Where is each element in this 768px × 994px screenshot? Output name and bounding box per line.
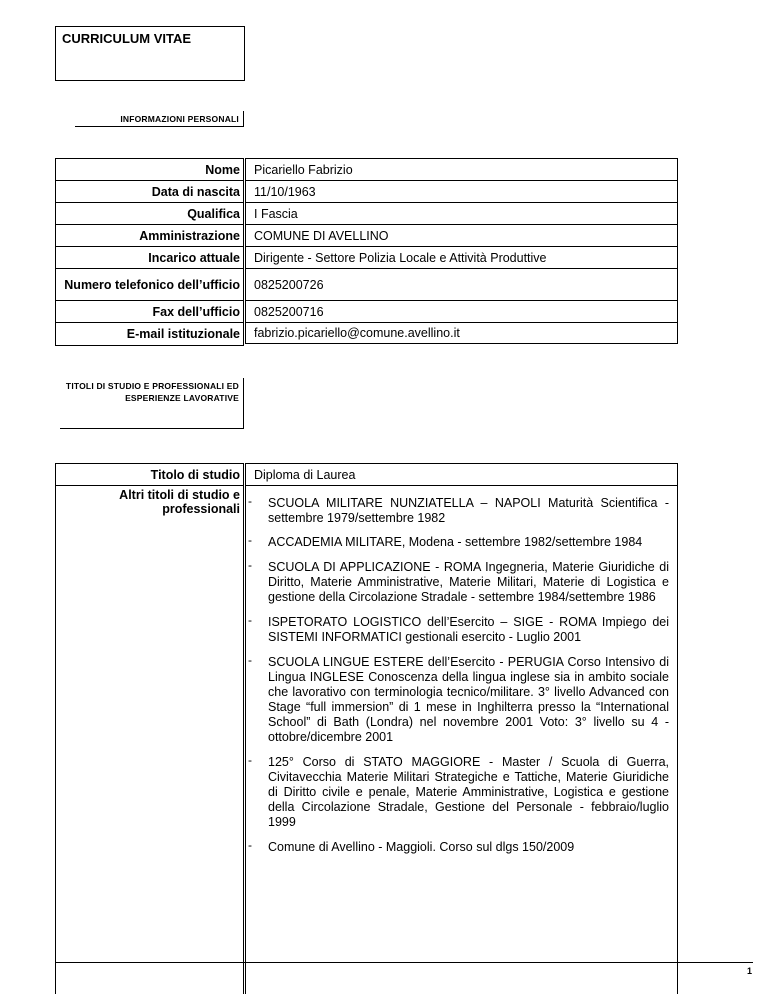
label-data-nascita: Data di nascita	[56, 181, 243, 203]
dash-marker: -	[248, 558, 252, 572]
value-qualifica: I Fascia	[245, 202, 678, 224]
dash-marker: -	[248, 838, 252, 852]
dash-marker: -	[248, 653, 252, 667]
entry-text: SCUOLA LINGUE ESTERE dell’Esercito - PERUGIA Corso Intensivo di Lingua INGLESE Conoscenza della lingua inglese sia in ambito sociale che lavorativo con terminologia tecnico/militare. 3° livello Advanced con Stage “full immersion” di 1 mese in Inghilterra presso la “International School” di Bath (Londra) nel novembre 2001 Voto: 3° livello su 4 - ottobre/dicembre 2001	[268, 655, 669, 744]
section-heading-titles: TITOLI DI STUDIO E PROFESSIONALI ED ESPERIENZE LAVORATIVE	[60, 378, 244, 429]
label-fax: Fax dell’ufficio	[56, 301, 243, 323]
titles-labels	[55, 463, 244, 994]
dash-marker: -	[248, 753, 252, 767]
label-qualifica: Qualifica	[56, 203, 243, 225]
entry-text: Comune di Avellino - Maggioli. Corso sul dlgs 150/2009	[268, 840, 575, 854]
list-item	[248, 838, 669, 855]
label-email: E-mail istituzionale	[126, 327, 240, 341]
entry-text: SCUOLA DI APPLICAZIONE - ROMA Ingegneria, Materie Giuridiche di Diritto, Materie Amministrative, Materie Militari, Materie di Logistica e gestione della Circolazione Stradale - settembre 1984/settembre 1986	[268, 560, 669, 604]
label-telefono: Numero telefonico dell’ufficio	[56, 269, 243, 301]
personal-labels	[55, 158, 244, 346]
value-amministrazione: COMUNE DI AVELLINO	[245, 224, 678, 246]
label-altri-titoli: Altri titoli di studio e professionali	[119, 488, 240, 516]
personal-values	[245, 158, 678, 344]
label-nome: Nome	[56, 159, 243, 181]
label-titolo-studio: Titolo di studio	[56, 464, 243, 486]
value-titolo-studio: Diploma di Laurea	[246, 464, 677, 486]
entry-text: ACCADEMIA MILITARE, Modena - settembre 1982/settembre 1984	[268, 535, 643, 549]
entry-text: ISPETORATO LOGISTICO dell’Esercito – SIGE - ROMA Impiego dei SISTEMI INFORMATICI gestionali esercito - Luglio 2001	[268, 615, 669, 644]
value-nome: Picariello Fabrizio	[245, 158, 678, 180]
entry-text: SCUOLA MILITARE NUNZIATELLA – NAPOLI Maturità Scientifica - settembre 1979/settembre 1982	[268, 496, 669, 525]
list-item	[248, 494, 669, 526]
list-item	[248, 613, 669, 645]
label-incarico: Incarico attuale	[56, 247, 243, 269]
entry-text: 125° Corso di STATO MAGGIORE - Master / Scuola di Guerra, Civitavecchia Materie Militari Strategiche e Tattiche, Materie Giuridiche di Diritto civile e penale, Materie Amministrative, Logistica e gestione della Circolazione Stradale, Gestione del Personale - febbraio/luglio 1999	[268, 755, 669, 829]
page-number: 1	[746, 966, 752, 976]
label-amministrazione: Amministrazione	[56, 225, 243, 247]
list-item	[248, 558, 669, 605]
dash-marker: -	[248, 613, 252, 627]
cv-title: CURRICULUM VITAE	[55, 26, 245, 81]
list-item	[248, 533, 669, 550]
value-incarico: Dirigente - Settore Polizia Locale e Attività Produttive	[245, 246, 678, 268]
titles-values	[245, 463, 678, 994]
list-item	[248, 653, 669, 745]
value-data-nascita: 11/10/1963	[245, 180, 678, 202]
value-email: fabrizio.picariello@comune.avellino.it	[245, 322, 678, 344]
footer-divider	[55, 962, 753, 963]
value-telefono: 0825200726	[245, 268, 678, 300]
dash-marker: -	[248, 494, 252, 508]
dash-marker: -	[248, 533, 252, 547]
value-fax: 0825200716	[245, 300, 678, 322]
list-item	[248, 753, 669, 830]
section-heading-personal: INFORMAZIONI PERSONALI	[75, 111, 244, 127]
